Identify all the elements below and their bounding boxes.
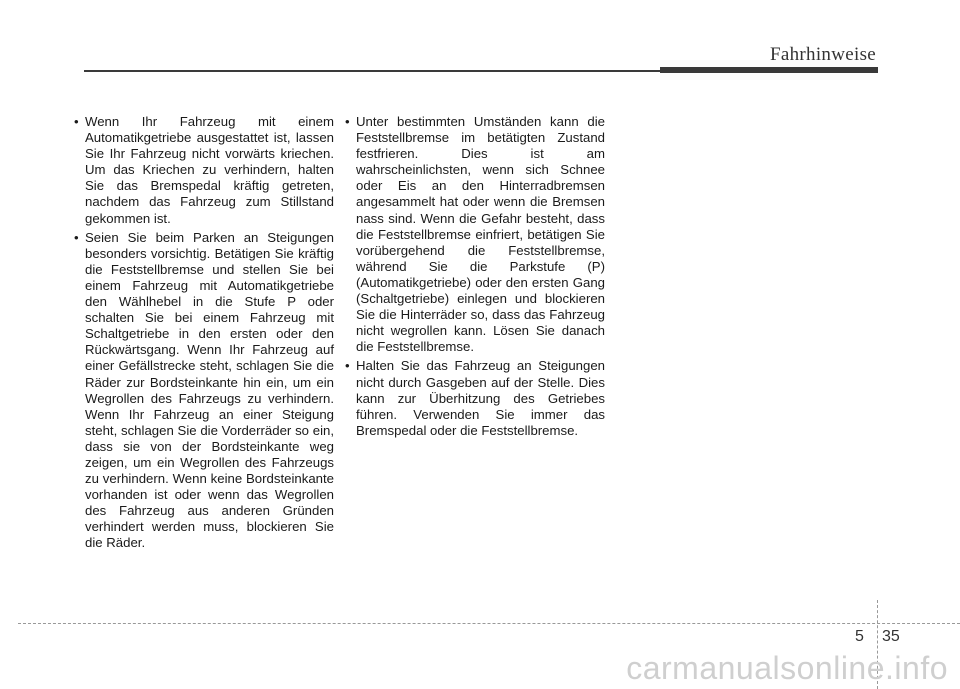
section-title: Fahrhinweise bbox=[770, 44, 876, 65]
header-rule-accent bbox=[660, 67, 878, 73]
footer-rule bbox=[18, 623, 960, 624]
bullet-icon: • bbox=[74, 229, 79, 245]
left-column bbox=[62, 114, 334, 555]
list-item bbox=[333, 358, 605, 438]
right-bullet-list bbox=[333, 114, 605, 439]
list-item-text: Seien Sie beim Parken an Steigungen besonders vorsichtig. Betätigen Sie kräftig die Feststellbremse und stellen Sie bei einem Fahrzeug mit Automatikgetriebe den Wählhebel in die Stufe P oder schalten Sie bei einem Fahrzeug mit Schaltgetriebe in den ersten oder den Rückwärtsgang. Wenn Ihr Fahrzeug auf einer Gefällstrecke steht, schlagen Sie die Räder zur Bordsteinkante hin ein, um ein Wegrollen des Fahrzeugs zu verhindern. Wenn Ihr Fahrzeug an einer Steigung steht, schlagen Sie die Vorderräder so ein, dass sie von der Bordsteinkante weg zeigen, um ein Wegrollen des Fahrzeugs zu verhindern. Wenn keine Bordsteinkante vorhanden ist oder wenn das Wegrollen des Fahrzeug aus anderen Gründen verhindert werden muss, blockieren Sie die Räder. bbox=[85, 229, 334, 551]
header-rule bbox=[84, 70, 660, 72]
bullet-icon: • bbox=[345, 358, 350, 374]
list-item bbox=[62, 114, 334, 227]
list-item-text: Halten Sie das Fahrzeug an Steigungen nicht durch Gasgeben auf der Stelle. Dies kann zur Überhitzung des Getriebes führen. Verwenden Sie immer das Bremspedal oder die Feststellbremse. bbox=[356, 358, 605, 438]
list-item-text: Unter bestimmten Umständen kann die Feststellbremse im betätigten Zustand festfrieren. Dies ist am wahrscheinlichsten, wenn sich Schnee oder Eis an den Hinterradbremsen angesammelt hat oder wenn die Bremsen nass sind. Wenn die Gefahr besteht, dass die Feststellbremse einfriert, betätigen Sie vorübergehend die Feststellbremse, während Sie die Parkstufe (P) (Automatikgetriebe) oder den ersten Gang (Schaltgetriebe) einlegen und blockieren Sie die Hinterräder so, dass das Fahrzeug nicht wegrollen kann. Lösen Sie danach die Feststellbremse. bbox=[356, 114, 605, 355]
list-item bbox=[62, 230, 334, 552]
list-item bbox=[333, 114, 605, 355]
right-column bbox=[333, 114, 605, 442]
list-item-text: Wenn Ihr Fahrzeug mit einem Automatikgetriebe ausgestattet ist, lassen Sie Ihr Fahrzeug nicht vorwärts kriechen. Um das Kriechen zu verhindern, halten Sie das Bremspedal kräftig getreten, nachdem das Fahrzeug zum Stillstand gekommen ist. bbox=[85, 114, 334, 226]
bullet-icon: • bbox=[345, 114, 350, 129]
page-number: 35 bbox=[882, 628, 900, 645]
left-bullet-list bbox=[62, 114, 334, 552]
chapter-number: 5 bbox=[855, 628, 864, 645]
bullet-icon: • bbox=[74, 114, 79, 129]
watermark: carmanualsonline.info bbox=[626, 650, 948, 686]
